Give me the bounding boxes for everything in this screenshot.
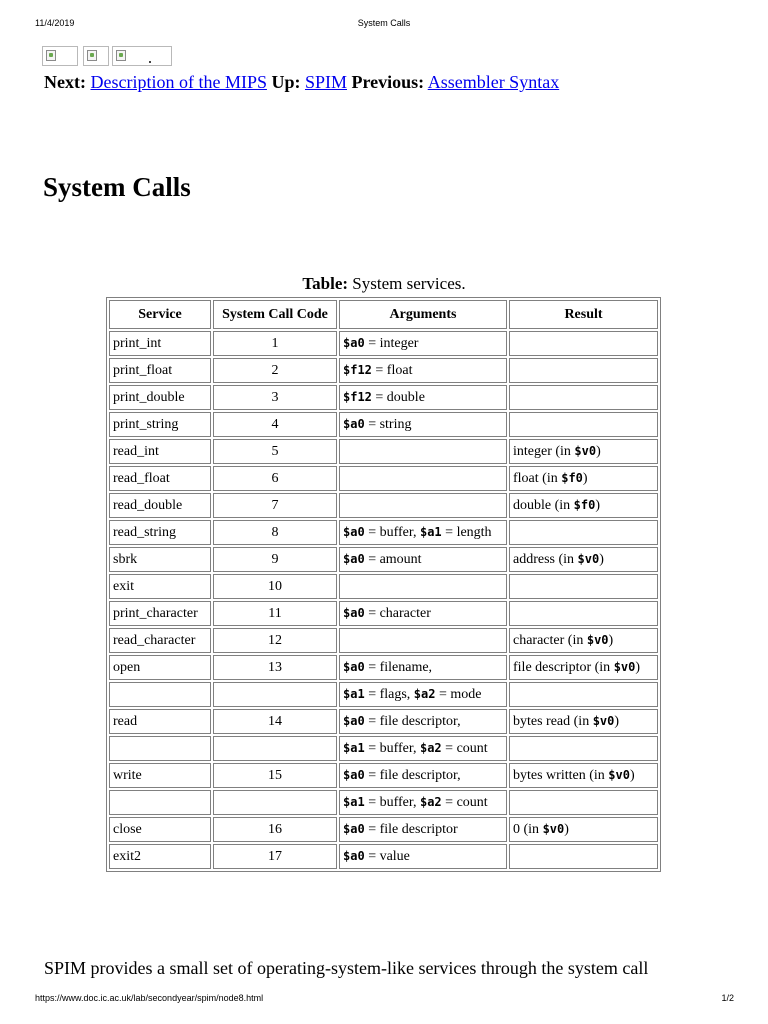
register-name: $a0 [343, 416, 365, 431]
call-code-cell: 11 [213, 601, 337, 626]
arguments-cell [339, 628, 507, 653]
broken-image-icon [116, 50, 126, 61]
table-row [109, 466, 658, 491]
result-text: bytes read (in [513, 713, 593, 729]
register-name: $a1 [419, 524, 442, 539]
service-cell: read_string [109, 520, 211, 545]
register-name: $a1 [343, 740, 365, 755]
result-text: bytes written (in [513, 767, 609, 783]
table-row [109, 817, 658, 842]
register-name: $a0 [343, 659, 365, 674]
call-code-cell: 10 [213, 574, 337, 599]
register-name: $f12 [343, 362, 372, 377]
call-code-cell: 1 [213, 331, 337, 356]
service-cell: exit2 [109, 844, 211, 869]
arguments-cell [339, 547, 507, 572]
register-name: $f0 [573, 497, 596, 512]
result-text: float (in [513, 470, 562, 486]
argument-text: = file descriptor, [364, 767, 461, 783]
table-row [109, 520, 658, 545]
service-cell: open [109, 655, 211, 680]
result-text: address (in [513, 551, 578, 567]
register-name: $f0 [561, 470, 583, 485]
table-body [109, 331, 658, 869]
up-link[interactable]: SPIM [304, 72, 348, 92]
register-name: $v0 [608, 767, 630, 782]
register-name: $f12 [343, 389, 372, 404]
register-name: $v0 [592, 713, 615, 728]
table-caption-label: Table: [302, 274, 349, 293]
result-cell [509, 601, 658, 626]
header-system-call-code: System Call Code [213, 300, 337, 329]
register-name: $a0 [343, 767, 365, 782]
call-code-cell: 9 [213, 547, 337, 572]
call-code-cell: 4 [213, 412, 337, 437]
service-cell: read [109, 709, 211, 734]
previous-nav-button[interactable] [112, 46, 172, 66]
table-caption [0, 274, 768, 294]
print-header [0, 18, 768, 30]
service-cell [109, 682, 211, 707]
register-name: $v0 [574, 443, 597, 458]
register-name: $a0 [343, 848, 365, 863]
result-text: file descriptor (in [513, 659, 614, 675]
broken-image-icon [46, 50, 56, 61]
result-cell [509, 817, 658, 842]
page-title: System Calls [43, 172, 191, 202]
table-row [109, 331, 658, 356]
table-row [109, 844, 658, 869]
arguments-cell [339, 520, 507, 545]
service-cell: print_int [109, 331, 211, 356]
result-cell [509, 628, 658, 653]
print-page-number: 1/2 [721, 993, 734, 1003]
result-cell [509, 520, 658, 545]
call-code-cell: 8 [213, 520, 337, 545]
call-code-cell: 14 [213, 709, 337, 734]
table-row [109, 682, 658, 707]
service-cell [109, 736, 211, 761]
result-cell [509, 493, 658, 518]
table-row [109, 655, 658, 680]
result-text: ) [564, 821, 569, 837]
argument-text: = mode [435, 686, 482, 702]
service-cell: read_int [109, 439, 211, 464]
result-cell [509, 763, 658, 788]
table-row [109, 574, 658, 599]
table-row [109, 439, 658, 464]
result-text: 0 (in [513, 821, 543, 837]
service-cell: read_double [109, 493, 211, 518]
table-row [109, 412, 658, 437]
argument-text: = float [371, 362, 413, 378]
arguments-cell [339, 655, 507, 680]
result-cell [509, 790, 658, 815]
arguments-cell [339, 682, 507, 707]
register-name: $a0 [343, 605, 365, 620]
print-url: https://www.doc.ic.ac.uk/lab/secondyear/spim/node8.html [35, 993, 264, 1003]
argument-text: = count [441, 794, 488, 810]
arguments-cell [339, 790, 507, 815]
argument-text: = flags, [364, 686, 414, 702]
table-row [109, 763, 658, 788]
arguments-cell [339, 358, 507, 383]
service-cell: print_character [109, 601, 211, 626]
table-row [109, 493, 658, 518]
system-services-table [106, 297, 661, 872]
navigation-links [44, 72, 559, 93]
arguments-cell [339, 412, 507, 437]
next-nav-button[interactable] [42, 46, 78, 66]
arguments-cell [339, 736, 507, 761]
argument-text: = length [441, 524, 492, 540]
result-cell [509, 574, 658, 599]
service-cell: read_character [109, 628, 211, 653]
result-cell [509, 844, 658, 869]
print-date: 11/4/2019 [35, 18, 75, 28]
result-cell [509, 412, 658, 437]
result-cell [509, 358, 658, 383]
service-cell: sbrk [109, 547, 211, 572]
argument-text: = amount [364, 551, 422, 567]
service-cell: print_double [109, 385, 211, 410]
image-alt-dot [149, 61, 151, 63]
result-text: ) [614, 713, 620, 729]
result-cell [509, 709, 658, 734]
arguments-cell [339, 709, 507, 734]
argument-text: = file descriptor, [364, 713, 461, 729]
argument-text: = count [441, 740, 488, 756]
service-cell: print_float [109, 358, 211, 383]
previous-link[interactable]: Assembler Syntax [427, 72, 560, 92]
register-name: $v0 [577, 551, 600, 566]
call-code-cell: 2 [213, 358, 337, 383]
arguments-cell [339, 385, 507, 410]
table-row [109, 790, 658, 815]
table-header-row [109, 300, 658, 329]
result-text: double (in [513, 497, 574, 513]
argument-text: = character [364, 605, 431, 621]
header-service: Service [109, 300, 211, 329]
arguments-cell [339, 844, 507, 869]
call-code-cell [213, 736, 337, 761]
argument-text: = filename, [364, 659, 433, 675]
call-code-cell [213, 682, 337, 707]
result-text: character (in [513, 632, 587, 648]
result-text: ) [582, 470, 588, 486]
arguments-cell [339, 763, 507, 788]
table-row [109, 709, 658, 734]
header-result: Result [509, 300, 658, 329]
table-row [109, 736, 658, 761]
arguments-cell [339, 439, 507, 464]
register-name: $a1 [343, 794, 365, 809]
table-caption-text: System services. [352, 274, 466, 293]
call-code-cell: 16 [213, 817, 337, 842]
call-code-cell: 13 [213, 655, 337, 680]
service-cell: close [109, 817, 211, 842]
up-label: Up: [271, 72, 301, 92]
result-cell [509, 736, 658, 761]
arguments-cell [339, 466, 507, 491]
register-name: $a2 [419, 794, 442, 809]
call-code-cell: 15 [213, 763, 337, 788]
call-code-cell: 17 [213, 844, 337, 869]
result-cell [509, 547, 658, 572]
result-text: ) [635, 659, 641, 675]
arguments-cell [339, 493, 507, 518]
intro-paragraph: SPIM provides a small set of operating-system-like services through the system call [44, 958, 649, 978]
previous-label: Previous: [351, 72, 425, 92]
register-name: $v0 [613, 659, 636, 674]
register-name: $a1 [343, 686, 365, 701]
register-name: $a0 [343, 335, 365, 350]
result-cell [509, 466, 658, 491]
argument-text: = buffer, [364, 524, 420, 540]
argument-text: = double [371, 389, 425, 405]
argument-text: = file descriptor [364, 821, 458, 837]
up-nav-button[interactable] [83, 46, 109, 66]
register-name: $a2 [413, 686, 436, 701]
service-cell: exit [109, 574, 211, 599]
result-text: ) [629, 767, 635, 783]
result-text: ) [599, 551, 604, 567]
argument-text: = buffer, [364, 794, 420, 810]
print-footer [0, 993, 768, 1005]
table-row [109, 385, 658, 410]
table-row [109, 547, 658, 572]
next-label: Next: [44, 72, 86, 92]
call-code-cell [213, 790, 337, 815]
result-text: ) [595, 497, 601, 513]
table-row [109, 628, 658, 653]
result-text: ) [608, 632, 614, 648]
register-name: $v0 [542, 821, 565, 836]
result-cell [509, 385, 658, 410]
call-code-cell: 12 [213, 628, 337, 653]
argument-text: = integer [364, 335, 419, 351]
register-name: $a0 [343, 713, 365, 728]
print-doc-title: System Calls [357, 18, 411, 28]
service-cell: print_string [109, 412, 211, 437]
register-name: $a2 [419, 740, 442, 755]
call-code-cell: 5 [213, 439, 337, 464]
table-row [109, 358, 658, 383]
service-cell: read_float [109, 466, 211, 491]
call-code-cell: 7 [213, 493, 337, 518]
arguments-cell [339, 817, 507, 842]
argument-text: = value [364, 848, 410, 864]
argument-text: = string [364, 416, 412, 432]
result-cell [509, 655, 658, 680]
result-cell [509, 439, 658, 464]
result-text: integer (in [513, 443, 575, 459]
register-name: $v0 [586, 632, 609, 647]
result-text: ) [596, 443, 601, 459]
call-code-cell: 6 [213, 466, 337, 491]
argument-text: = buffer, [364, 740, 420, 756]
broken-image-icon [87, 50, 97, 61]
table-row [109, 601, 658, 626]
header-arguments: Arguments [339, 300, 507, 329]
arguments-cell [339, 574, 507, 599]
result-cell [509, 682, 658, 707]
service-cell: write [109, 763, 211, 788]
call-code-cell: 3 [213, 385, 337, 410]
next-link[interactable]: Description of the MIPS [90, 72, 267, 92]
register-name: $a0 [343, 524, 365, 539]
service-cell [109, 790, 211, 815]
arguments-cell [339, 331, 507, 356]
register-name: $a0 [343, 821, 365, 836]
result-cell [509, 331, 658, 356]
arguments-cell [339, 601, 507, 626]
register-name: $a0 [343, 551, 365, 566]
